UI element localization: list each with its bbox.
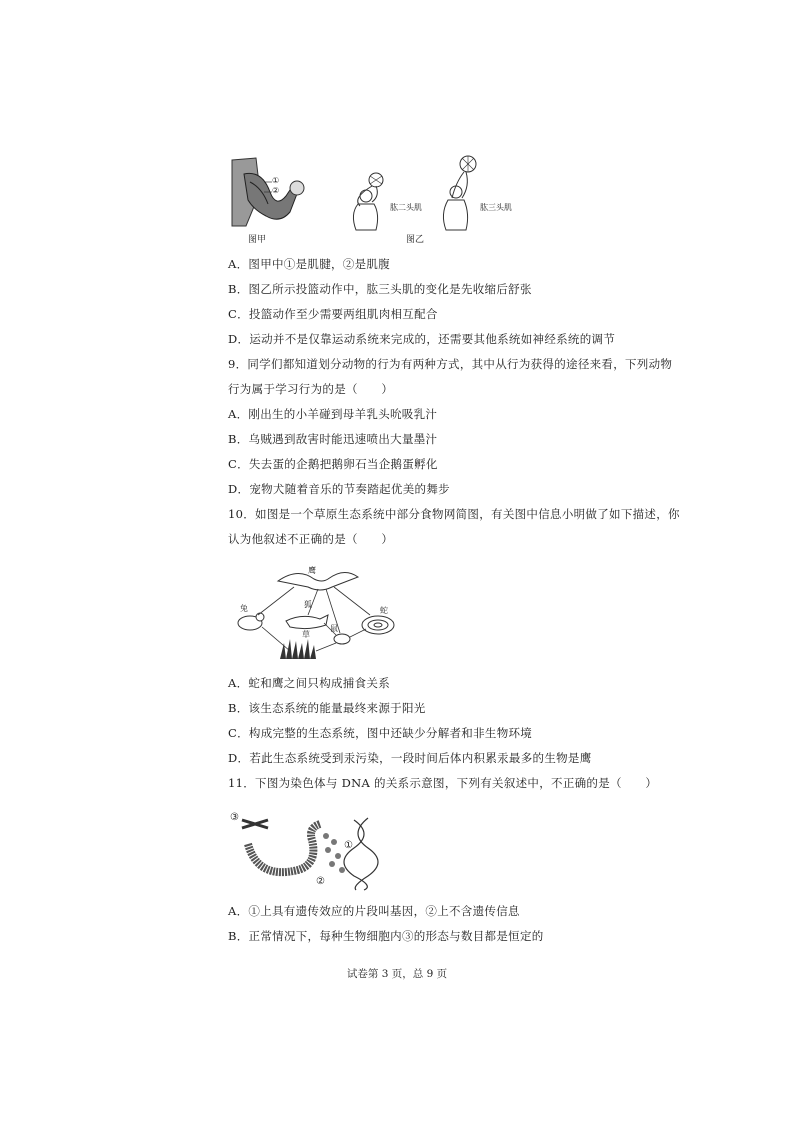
q11-option-a: A．①上具有遗传效应的片段叫基因，②上不含遗传信息 <box>228 904 520 918</box>
chromosome-dna-drawing <box>228 810 388 892</box>
q10-option-b: B．该生态系统的能量最终来源于阳光 <box>228 701 426 715</box>
biceps-label: 肱二头肌 <box>390 203 422 212</box>
arm-muscle-drawing <box>226 152 526 244</box>
chromosome-dna-figure <box>228 810 388 892</box>
food-web-rabbit-label: 兔 <box>240 604 248 613</box>
q9-option-d: D．宠物犬随着音乐的节奏踏起优美的舞步 <box>228 482 450 496</box>
food-web-eagle-label: 鹰 <box>308 566 316 575</box>
page-footer: 试卷第 3 页，总 9 页 <box>346 968 448 980</box>
food-web-snake-label: 蛇 <box>380 606 388 615</box>
q9-stem-line1: 9．同学们都知道划分动物的行为有两种方式，其中从行为获得的途径来看，下列动物 <box>228 357 673 371</box>
q10-option-a: A．蛇和鹰之间只构成捕食关系 <box>228 676 391 690</box>
q10-option-d: D．若此生态系统受到汞污染，一段时间后体内积累汞最多的生物是鹰 <box>228 751 592 765</box>
q9-stem-line2: 行为属于学习行为的是（ ） <box>228 382 394 396</box>
chromosome-mark-3: ③ <box>230 812 239 823</box>
figure-label-jia: 图甲 <box>248 235 267 245</box>
food-web-fox-label: 狐 <box>304 600 312 609</box>
triceps-label: 肱三头肌 <box>480 203 512 212</box>
q11-stem: 11．下图为染色体与 DNA 的关系示意图，下列有关叙述中，不正确的是（ ） <box>228 776 658 790</box>
q11-option-b: B．正常情况下，每种生物细胞内③的形态与数目都是恒定的 <box>228 929 544 943</box>
q9-option-a: A．刚出生的小羊碰到母羊乳头吮吸乳汁 <box>228 407 438 421</box>
q10-stem-line1: 10．如图是一个草原生态系统中部分食物网简图，有关图中信息小明做了如下描述，你 <box>228 507 680 521</box>
food-web-grass-label: 草 <box>302 630 310 639</box>
food-web-drawing <box>228 565 418 665</box>
dna-mark-1: ① <box>344 840 353 851</box>
q9-option-c: C．失去蛋的企鹅把鹅卵石当企鹅蛋孵化 <box>228 457 438 471</box>
arm-mark-1: ① <box>272 176 280 185</box>
q8-option-c: C．投篮动作至少需要两组肌肉相互配合 <box>228 307 438 321</box>
arm-mark-2: ② <box>272 186 280 195</box>
arm-muscle-figure <box>226 152 526 244</box>
q8-option-a: A．图甲中①是肌腱，②是肌腹 <box>228 257 391 271</box>
q8-option-d: D．运动并不是仅靠运动系统来完成的，还需要其他系统如神经系统的调节 <box>228 332 616 346</box>
q8-option-b: B．图乙所示投篮动作中，肱三头肌的变化是先收缩后舒张 <box>228 282 532 296</box>
q10-stem-line2: 认为他叙述不正确的是（ ） <box>228 532 394 546</box>
q10-option-c: C．构成完整的生态系统，图中还缺少分解者和非生物环境 <box>228 726 533 740</box>
protein-mark-2: ② <box>316 876 325 887</box>
food-web-mouse-label: 鼠 <box>330 624 338 633</box>
food-web-figure <box>228 565 418 665</box>
figure-label-yi: 图乙 <box>406 235 425 245</box>
q9-option-b: B．乌贼遇到敌害时能迅速喷出大量墨汁 <box>228 432 438 446</box>
